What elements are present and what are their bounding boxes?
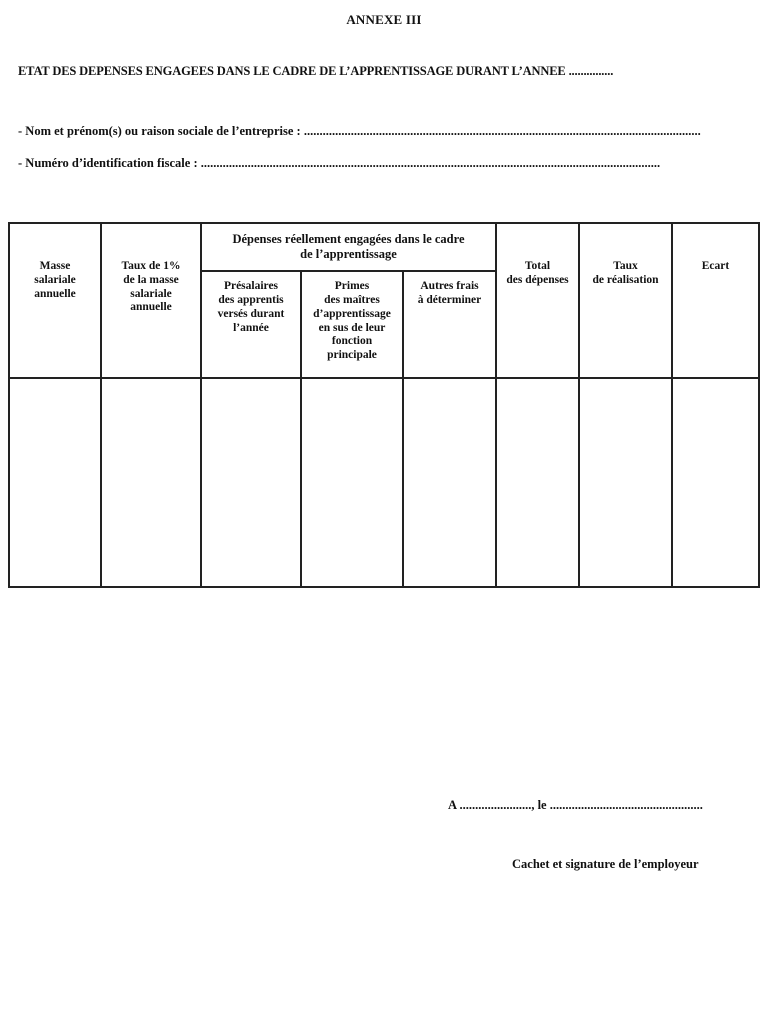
header-taux-masse-label: Taux de 1% de la masse salariale annuelle bbox=[121, 260, 181, 314]
header-taux-masse bbox=[101, 223, 201, 378]
cell-primes[interactable] bbox=[301, 378, 403, 587]
cell-ecart[interactable] bbox=[672, 378, 759, 587]
cell-masse-salariale[interactable] bbox=[9, 378, 101, 587]
header-taux-realisation bbox=[579, 223, 672, 378]
cell-taux-realisation[interactable] bbox=[579, 378, 672, 587]
cell-taux-masse[interactable] bbox=[101, 378, 201, 587]
header-ecart-label: Ecart bbox=[701, 260, 730, 272]
header-presalaires bbox=[201, 271, 301, 378]
employer-signature-label: Cachet et signature de l’employeur bbox=[512, 857, 699, 871]
cell-presalaires[interactable] bbox=[201, 378, 301, 587]
header-autres-frais bbox=[403, 271, 496, 378]
header-taux-realisation-label: Taux de réalisation bbox=[592, 260, 659, 286]
expenses-table-container bbox=[8, 222, 758, 588]
document-title: ETAT DES DEPENSES ENGAGEES DANS LE CADRE DE L’APPRENTISSAGE DURANT L’ANNEE ............... bbox=[18, 64, 614, 78]
header-total-depenses bbox=[496, 223, 579, 378]
cell-total-depenses[interactable] bbox=[496, 378, 579, 587]
table-header-row bbox=[9, 223, 759, 271]
header-ecart bbox=[672, 223, 759, 378]
header-primes-label: Primes des maîtres d’apprentissage en sus de leur fonction principale bbox=[313, 280, 391, 362]
annex-title: ANNEXE III bbox=[346, 12, 422, 27]
company-name-field: - Nom et prénom(s) ou raison sociale de l’entreprise : ............................................................................................................................... bbox=[18, 124, 701, 138]
header-depenses-group bbox=[201, 223, 496, 271]
place-date-line: A ......................., le ................................................. bbox=[448, 798, 703, 812]
header-depenses-group-label: Dépenses réellement engagées dans le cadre de l’apprentissage bbox=[232, 232, 465, 261]
header-primes bbox=[301, 271, 403, 378]
header-masse-salariale-label: Masse salariale annuelle bbox=[34, 260, 76, 300]
tax-id-field: - Numéro d’identification fiscale : ................................................................................................................................................... bbox=[18, 156, 661, 170]
table-row bbox=[9, 378, 759, 587]
header-total-depenses-label: Total des dépenses bbox=[506, 260, 569, 286]
header-presalaires-label: Présalaires des apprentis versés durant l’année bbox=[217, 280, 285, 334]
header-masse-salariale bbox=[9, 223, 101, 378]
expenses-table bbox=[8, 222, 760, 588]
header-autres-frais-label: Autres frais à déterminer bbox=[417, 280, 482, 307]
cell-autres-frais[interactable] bbox=[403, 378, 496, 587]
